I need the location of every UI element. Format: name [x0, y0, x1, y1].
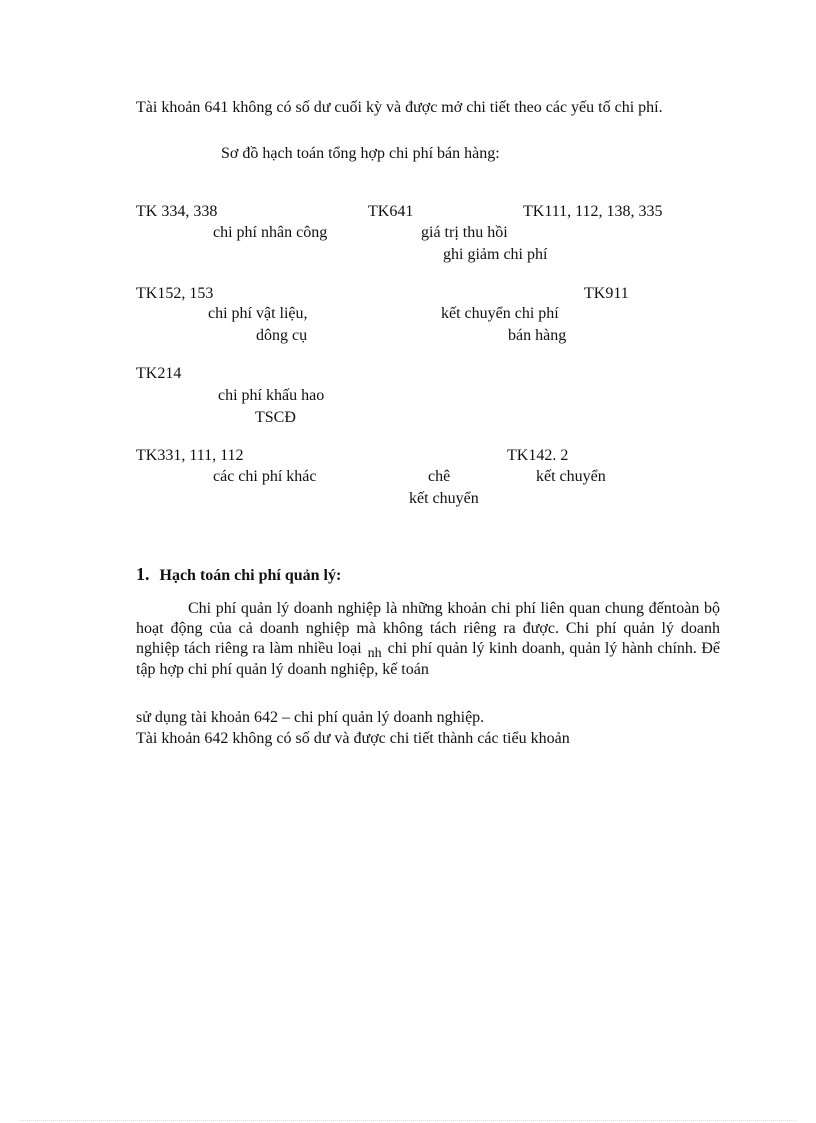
- paragraph-inline-fragment: nh: [367, 646, 382, 661]
- account-tk641: TK641: [368, 203, 414, 220]
- account-tk142-2: TK142. 2: [507, 447, 569, 464]
- label-cost-reduction: ghi giảm chi phí: [443, 246, 548, 263]
- diagram-title: Sơ đồ hạch toán tổng hợp chi phí bán hàng:: [221, 145, 500, 162]
- page-footer-divider: [20, 1120, 796, 1121]
- intro-paragraph: Tài khoản 641 không có số dư cuối kỳ và được mở chi tiết theo các yếu tố chi phí.: [136, 99, 663, 116]
- account-642-detail-line: Tài khoản 642 không có số dư và được chi tiết thành các tiểu khoản: [136, 730, 570, 747]
- label-labor-cost: chi phí nhân công: [213, 224, 328, 241]
- label-depreciation: chi phí khấu hao: [218, 387, 325, 404]
- label-che: chê: [428, 468, 451, 485]
- section-heading: [136, 564, 341, 586]
- label-transfer-mid: kết chuyển: [409, 490, 479, 507]
- label-material-cost: chi phí vật liệu,: [208, 305, 308, 322]
- label-transfer-cost: kết chuyển chi phí: [441, 305, 559, 322]
- account-642-line: sử dụng tài khoản 642 – chi phí quản lý doanh nghiệp.: [136, 709, 485, 726]
- label-fixed-assets: TSCĐ: [255, 409, 296, 426]
- paragraph-text-a: Chi phí quản lý doanh nghiệp là những khoản chi phí liên quan chung đếntoàn bộ hoạt động của cả doanh nghiệp mà không tách riêng ra được. Chi phí quản lý doanh nghiệp tách riêng ra làm nhiều loại: [136, 600, 720, 657]
- label-recovery-value: giá trị thu hồi: [421, 224, 508, 241]
- label-transfer-right: kết chuyển: [536, 468, 606, 485]
- paragraph-text-b: chi phí quản lý kinh doanh, quản lý hành chính. Để tập hợp chi phí quản lý doanh nghiệp, kế toán: [136, 640, 721, 678]
- account-tk334-338: TK 334, 338: [136, 203, 218, 220]
- label-other-costs: các chi phí khác: [213, 468, 317, 485]
- label-tools: dông cụ: [256, 327, 308, 344]
- section-title: Hạch toán chi phí quản lý:: [159, 567, 342, 584]
- section-number: 1.: [136, 564, 150, 584]
- account-tk911: TK911: [584, 285, 629, 302]
- section-paragraph: [136, 599, 720, 680]
- account-tk152-153: TK152, 153: [136, 285, 214, 302]
- account-tk111-112-138-335: TK111, 112, 138, 335: [523, 203, 663, 220]
- label-sales: bán hàng: [508, 327, 567, 344]
- account-tk331-111-112: TK331, 111, 112: [136, 447, 244, 464]
- account-tk214: TK214: [136, 365, 182, 382]
